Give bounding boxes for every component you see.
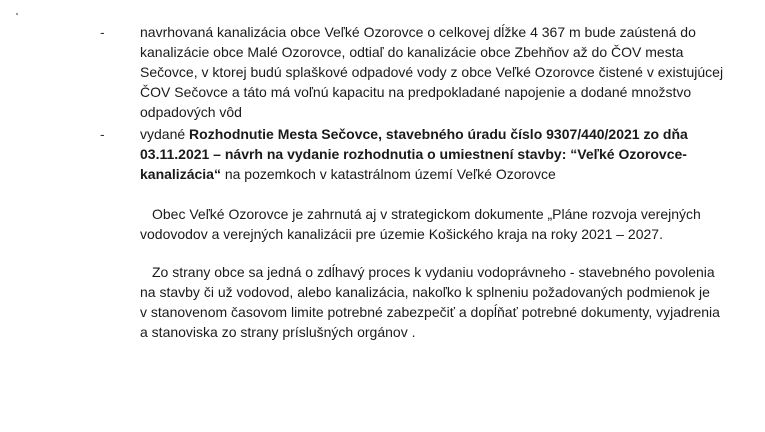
scan-speck	[16, 13, 18, 15]
text-plain: na pozemkoch v katastrálnom území Veľké Ozorovce	[220, 166, 556, 182]
bullet-dash: -	[100, 24, 105, 40]
text-line: 03.11.2021 – návrh na vydanie rozhodnutia o umiestnení stavby: “Veľké Ozorovce-	[140, 146, 687, 162]
text-line: Zo strany obce sa jedná o zdĺhavý proces k vydaniu vodoprávneho - stavebného povolenia	[152, 264, 715, 280]
text-line: Obec Veľké Ozorovce je zahrnutá aj v strategickom dokumente „Pláne rozvoja verejných	[152, 206, 701, 222]
text-line	[140, 124, 710, 144]
text-line: Sečovce, v ktorej budú splaškové odpadové vody z obce Veľké Ozorovce čistené v existujúcej	[140, 64, 724, 80]
text-bold: kanalizácia“	[140, 166, 221, 182]
paragraph-permit-process	[140, 262, 720, 342]
text-bold: Rozhodnutie Mesta Sečovce, stavebného úradu číslo 9307/440/2021 zo dňa	[189, 126, 688, 142]
text-line: navrhovaná kanalizácia obce Veľké Ozorovce o celkovej dĺžke 4 367 m bude zaústená do	[140, 24, 696, 40]
text-line: odpadových vôd	[140, 104, 242, 120]
text-line: a stanoviska zo strany príslušných orgánov .	[140, 324, 416, 340]
text-plain: vydané	[140, 126, 190, 142]
bullet-item-sewer-description	[100, 22, 724, 122]
bullet-dash: -	[100, 126, 105, 142]
text-line	[140, 164, 710, 184]
paragraph-strategic-document	[140, 204, 710, 244]
bullet-text	[140, 124, 710, 184]
text-line: v stanovenom časovom limite potrebné zabezpečiť a dopĺňať potrebné dokumenty, vyjadrenia	[140, 304, 720, 320]
text-line: na stavby či už vodovod, alebo kanalizácia, nakoľko k splneniu požadovaných podmienok je	[140, 284, 710, 300]
text-line: vodovodov a verejných kanalizácii pre územie Košického kraja na roky 2021 – 2027.	[140, 226, 663, 242]
text-line: ČOV Sečovce a táto má voľnú kapacitu na predpokladané napojenie a dodané množstvo	[140, 84, 692, 100]
bullet-item-decision	[100, 124, 710, 186]
bullet-text	[140, 22, 724, 122]
text-line: kanalizácie obce Malé Ozorovce, odtiaľ do kanalizácie obce Zbehňov až do ČOV mesta	[140, 44, 684, 60]
